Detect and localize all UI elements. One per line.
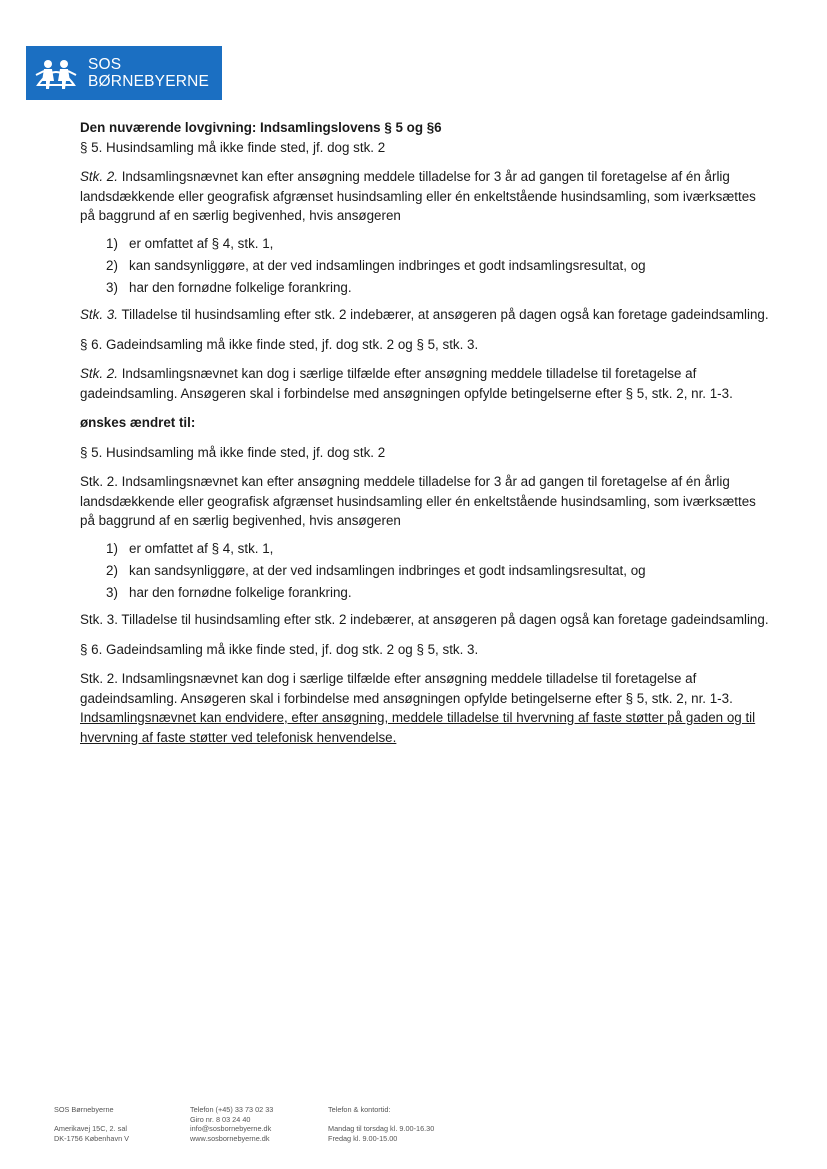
- current-s5-title: § 5. Husindsamling må ikke finde sted, jf. dog stk. 2: [80, 139, 386, 155]
- stk-label: Stk. 3.: [80, 307, 118, 322]
- list-item: [80, 583, 770, 603]
- footer-email: info@sosbornebyerne.dk: [190, 1124, 272, 1134]
- list-item: [80, 278, 770, 298]
- proposed-s5-stk2: Stk. 2. Indsamlingsnævnet kan efter ansøgning meddele tilladelse for 3 år ad gangen til foretagelse af én årlig landsdækkende eller geografisk afgrænset husindsamling eller én enkeltstående husindsamling, som iværksættes på baggrund af en særlig begivenhed, hvis ansøgeren: [80, 474, 756, 528]
- stk-label: Stk. 2.: [80, 169, 118, 184]
- current-s6-title: § 6. Gadeindsamling må ikke finde sted, jf. dog stk. 2 og § 5, stk. 3.: [80, 336, 479, 352]
- footer-hours-line: Mandag til torsdag kl. 9.00-16.30: [328, 1124, 435, 1134]
- footer-giro: Giro nr. 8 03 24 40: [190, 1114, 251, 1124]
- footer-contact: [190, 1105, 273, 1143]
- list-number: 2): [106, 562, 118, 578]
- list-number: 2): [106, 257, 118, 273]
- proposed-conditions-list: [80, 539, 770, 603]
- list-text: kan sandsynliggøre, at der ved indsamlingen indbringes et godt indsamlingsresultat, og: [129, 562, 646, 578]
- proposed-s6-stk2: [80, 669, 770, 747]
- current-s5-stk2: [80, 167, 770, 226]
- list-item: [80, 234, 770, 254]
- footer-phone: Telefon (+45) 33 73 02 33: [190, 1105, 274, 1114]
- list-text: kan sandsynliggøre, at der ved indsamlingen indbringes et godt indsamlingsresultat, og: [129, 257, 646, 273]
- sos-logo: [26, 46, 222, 100]
- footer-hours-title: Telefon & kontortid:: [328, 1105, 391, 1114]
- list-number: 3): [106, 279, 118, 295]
- stk-label: Stk. 2.: [80, 366, 118, 381]
- list-number: 3): [106, 584, 118, 600]
- logo-line-2: BØRNEBYERNE: [88, 73, 210, 90]
- list-number: 1): [106, 540, 118, 556]
- document-body: [80, 118, 770, 757]
- current-s5-stk3: [80, 305, 770, 325]
- stk-text: Indsamlingsnævnet kan efter ansøgning meddele tilladelse for 3 år ad gangen til foretagelse af én årlig landsdækkende eller geografisk afgrænset husindsamling eller én enkeltstående husindsamling, som iværksættes på baggrund af en særlig begivenhed, hvis ansøgeren: [80, 169, 756, 223]
- list-text: har den fornødne folkelige forankring.: [129, 584, 352, 600]
- logo-text: [88, 56, 209, 90]
- current-conditions-list: [80, 234, 770, 298]
- proposed-heading: ønskes ændret til:: [80, 415, 196, 430]
- list-item: [80, 539, 770, 559]
- list-text: har den fornødne folkelige forankring.: [129, 279, 352, 295]
- children-logo-icon: [34, 55, 78, 91]
- list-item: [80, 561, 770, 581]
- stk-text: Indsamlingsnævnet kan dog i særlige tilfælde efter ansøgning meddele tilladelse til foretagelse af gadeindsamling. Ansøgeren skal i forbindelse med ansøgningen opfylde betingelserne efter § 5, stk. 2, nr. 1-3.: [80, 366, 733, 401]
- footer-address-line: Amerikavej 15C, 2. sal: [54, 1124, 127, 1134]
- footer-address-line: DK-1756 København V: [54, 1133, 130, 1143]
- stk-text: Stk. 2. Indsamlingsnævnet kan dog i særlige tilfælde efter ansøgning meddele tilladelse til foretagelse af gadeindsamling. Ansøgeren skal i forbindelse med ansøgningen opfylde betingelserne efter § 5, stk. 2, nr. 1-3.: [80, 671, 733, 706]
- list-text: er omfattet af § 4, stk. 1,: [129, 235, 274, 251]
- proposed-s5-stk3: Stk. 3. Tilladelse til husindsamling efter stk. 2 indebærer, at ansøgeren på dagen også kan foretage gadeindsamling.: [80, 612, 769, 627]
- current-s6-stk2: [80, 364, 770, 403]
- proposed-s6-title: § 6. Gadeindsamling må ikke finde sted, jf. dog stk. 2 og § 5, stk. 3.: [80, 641, 479, 657]
- footer-hours-line: Fredag kl. 9.00-15.00: [328, 1133, 398, 1143]
- stk-text: Tilladelse til husindsamling efter stk. 2 indebærer, at ansøgeren på dagen også kan foretage gadeindsamling.: [117, 307, 769, 322]
- current-law-heading: Den nuværende lovgivning: Indsamlingslovens § 5 og §6: [80, 120, 442, 135]
- footer-web: www.sosbornebyerne.dk: [190, 1133, 270, 1143]
- footer-hours: [328, 1105, 434, 1143]
- list-number: 1): [106, 235, 118, 251]
- list-text: er omfattet af § 4, stk. 1,: [129, 540, 274, 556]
- proposed-s5-title: § 5. Husindsamling må ikke finde sted, jf. dog stk. 2: [80, 444, 386, 460]
- logo-line-1: SOS: [88, 56, 122, 73]
- list-item: [80, 256, 770, 276]
- added-text-underlined: Indsamlingsnævnet kan endvidere, efter ansøgning, meddele tilladelse til hvervning af faste støtter på gaden og til hvervning af faste støtter ved telefonisk henvendelse.: [80, 710, 756, 745]
- footer-address: [54, 1105, 129, 1143]
- footer-org-name: SOS Børnebyerne: [54, 1105, 114, 1114]
